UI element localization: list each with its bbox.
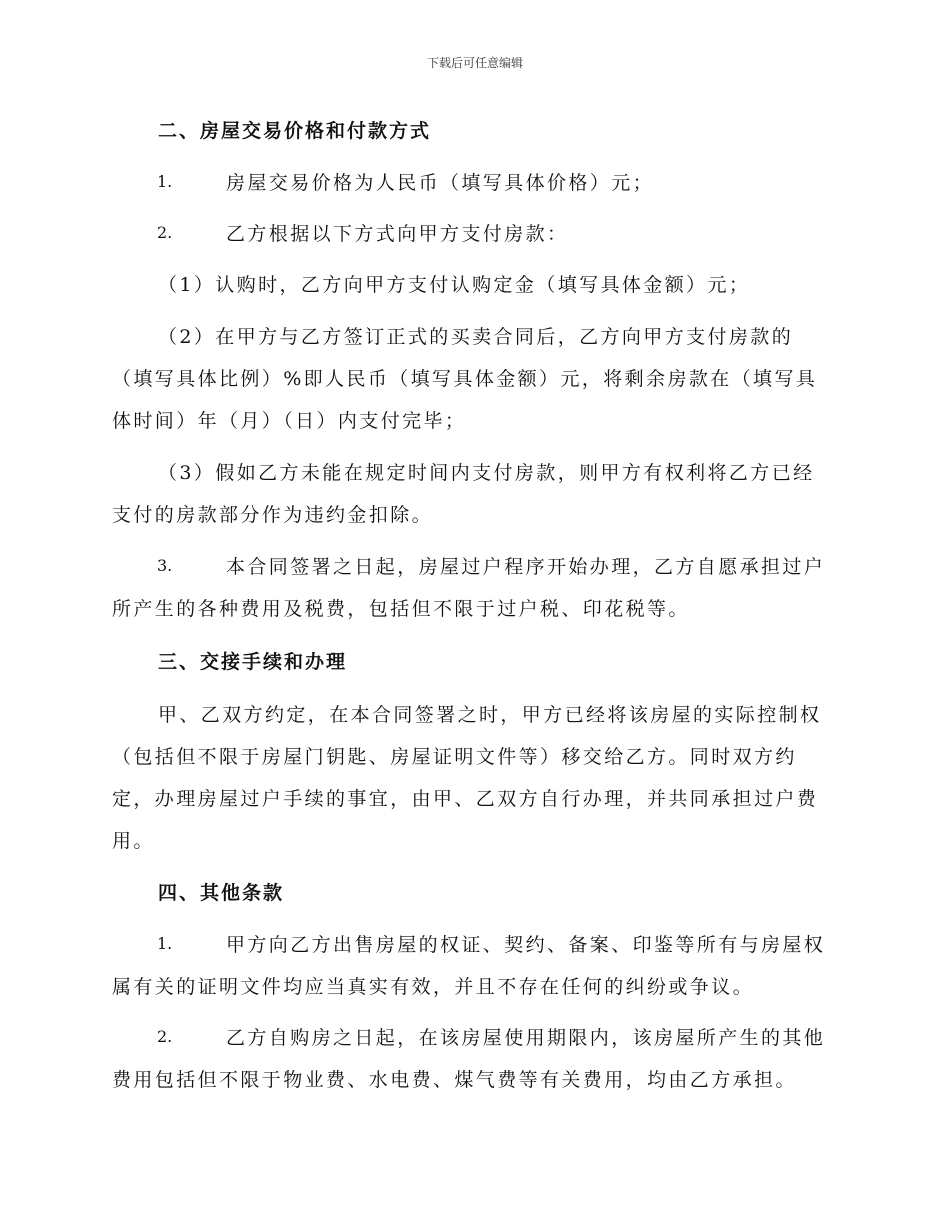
paragraph-line: （填写具体比例）%即人民币（填写具体金额）元，将剩余房款在（填写具 [112,368,818,390]
item-number: 2. [157,223,173,242]
item-number: 3. [157,556,173,575]
paragraph-line: 用。 [112,830,155,852]
paragraph-line: 乙方自购房之日起，在该房屋使用期限内，该房屋所产生的其他 [226,1027,826,1049]
paragraph-line: 定，办理房屋过户手续的事宜，由甲、乙双方自行办理，并共同承担过户费 [112,788,819,810]
paragraph-line: （2）在甲方与乙方签订正式的买卖合同后，乙方向甲方支付房款的 [158,326,794,348]
paragraph-line: 甲方向乙方出售房屋的权证、契约、备案、印鉴等所有与房屋权 [226,934,826,956]
paragraph-line: 所产生的各种费用及税费，包括但不限于过户税、印花税等。 [112,598,690,620]
paragraph-line: 本合同签署之日起，房屋过户程序开始办理，乙方自愿承担过户 [226,556,826,578]
page-header: 下载后可任意编辑 [426,56,523,70]
paragraph-line: （3）假如乙方未能在规定时间内支付房款，则甲方有权利将乙方已经 [158,462,815,484]
item-number: 1. [157,934,173,953]
paragraph-line: 属有关的证明文件均应当真实有效，并且不存在任何的纠纷或争议。 [112,976,755,998]
section-3-heading: 三、交接手续和办理 [158,651,348,673]
paragraph-line: 体时间）年（月）（日）内支付完毕； [112,410,467,432]
paragraph-line: （1）认购时，乙方向甲方支付认购定金（填写具体金额）元； [158,274,751,296]
paragraph-line: 甲、乙双方约定，在本合同签署之时，甲方已经将该房屋的实际控制权 [158,704,822,726]
paragraph-line: 支付的房款部分作为违约金扣除。 [112,504,434,526]
item-number: 2. [157,1027,173,1046]
paragraph-line: （包括但不限于房屋门钥匙、房屋证明文件等）移交给乙方。同时双方约 [112,746,797,768]
paragraph-line: 乙方根据以下方式向甲方支付房款： [226,223,569,245]
paragraph-line: 房屋交易价格为人民币（填写具体价格）元； [226,172,655,194]
section-2-heading: 二、房屋交易价格和付款方式 [158,120,432,142]
paragraph-line: 费用包括但不限于物业费、水电费、煤气费等有关费用，均由乙方承担。 [112,1069,797,1091]
item-number: 1. [157,172,173,191]
section-4-heading: 四、其他条款 [158,882,285,904]
